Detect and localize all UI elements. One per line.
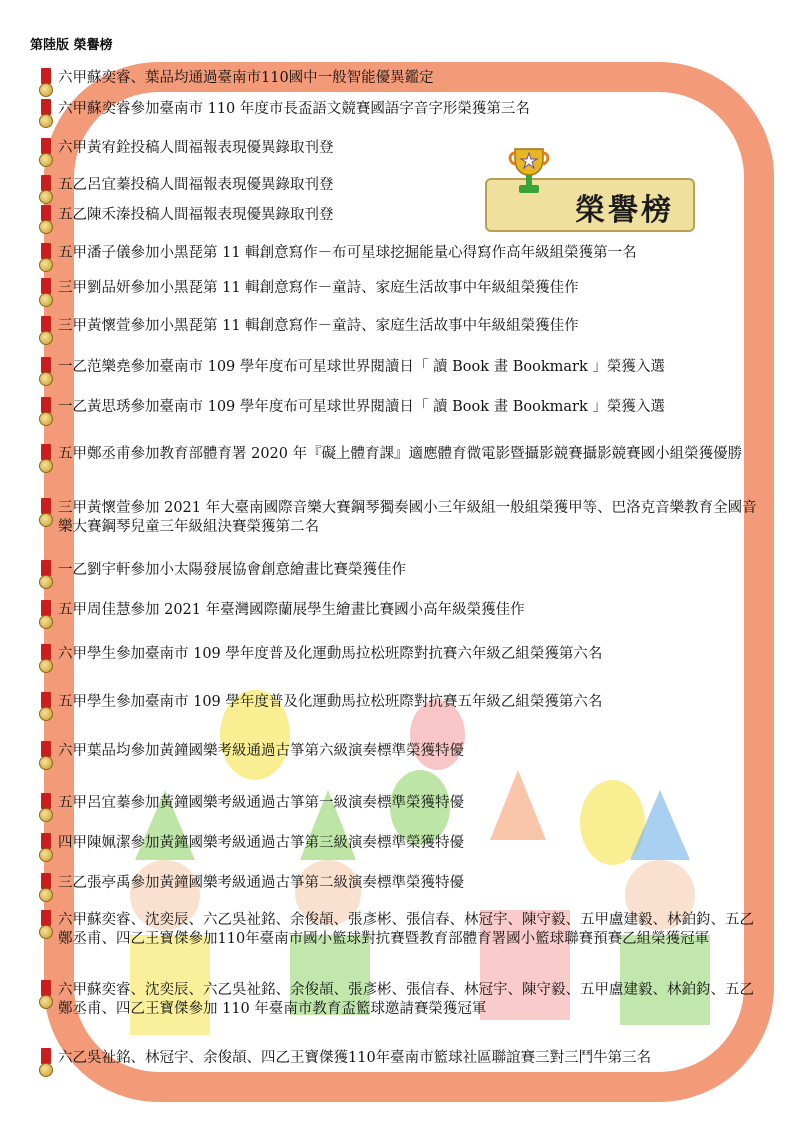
honor-entry bbox=[38, 692, 768, 722]
medal-icon bbox=[38, 980, 56, 1010]
honor-entry bbox=[38, 833, 768, 863]
medal-ribbon bbox=[41, 560, 51, 576]
honor-entry-text: 六甲葉品均參加黃鐘國樂考級通過古箏第六級演奏標準榮獲特優 bbox=[58, 743, 464, 759]
honor-entry-text: 六甲蘇奕睿、葉品均通過臺南市110國中一般智能優異鑑定 bbox=[58, 70, 434, 86]
medal-ribbon bbox=[41, 444, 51, 460]
honor-entry-text: 六甲黃宥銓投稿人間福報表現優異錄取刊登 bbox=[58, 140, 334, 156]
honor-entry-text: 五甲周佳慧參加 2021 年臺灣國際蘭展學生繪畫比賽國小高年級榮獲佳作 bbox=[58, 602, 525, 618]
honor-entry-text: 六甲蘇奕睿參加臺南市 110 年度市長盃語文競賽國語字音字形榮獲第三名 bbox=[58, 101, 530, 117]
medal-ribbon bbox=[41, 644, 51, 660]
medal-coin bbox=[39, 190, 53, 204]
honor-entry-text: 五甲學生參加臺南市 109 學年度普及化運動馬拉松班際對抗賽五年級乙組榮獲第六名 bbox=[58, 694, 603, 710]
medal-coin bbox=[39, 153, 53, 167]
medal-icon bbox=[38, 68, 56, 98]
honor-entry-text: 三甲劉品妍參加小黑琵第 11 輯創意寫作－童詩、家庭生活故事中年級組榮獲佳作 bbox=[58, 280, 579, 296]
medal-coin bbox=[39, 258, 53, 272]
medal-coin bbox=[39, 756, 53, 770]
medal-icon bbox=[38, 138, 56, 168]
medal-coin bbox=[39, 513, 53, 527]
honor-entry-text: 六甲學生參加臺南市 109 學年度普及化運動馬拉松班際對抗賽六年級乙組榮獲第六名 bbox=[58, 646, 603, 662]
honor-entry bbox=[38, 444, 768, 474]
honor-entry bbox=[38, 980, 768, 1019]
medal-coin bbox=[39, 925, 53, 939]
medal-icon bbox=[38, 444, 56, 474]
medal-ribbon bbox=[41, 600, 51, 616]
medal-ribbon bbox=[41, 910, 51, 926]
medal-ribbon bbox=[41, 833, 51, 849]
medal-ribbon bbox=[41, 205, 51, 221]
medal-coin bbox=[39, 888, 53, 902]
medal-icon bbox=[38, 793, 56, 823]
medal-icon bbox=[38, 243, 56, 273]
honor-entry bbox=[38, 99, 768, 129]
medal-coin bbox=[39, 83, 53, 97]
honor-entry bbox=[38, 644, 768, 674]
medal-icon bbox=[38, 397, 56, 427]
medal-ribbon bbox=[41, 980, 51, 996]
medal-icon bbox=[38, 692, 56, 722]
honor-entry bbox=[38, 600, 768, 630]
medal-icon bbox=[38, 498, 56, 528]
medal-icon bbox=[38, 1048, 56, 1078]
honor-entry-text: 六甲蘇奕睿、沈奕辰、六乙吳祉銘、余俊頡、張彥彬、張信春、林冠宇、陳守毅、五甲盧建毅、林鉑鈞、五乙鄭丞甫、四乙王寶傑參加 110 年臺南市教育盃籃球邀請賽榮獲冠軍 bbox=[58, 982, 754, 1017]
medal-coin bbox=[39, 412, 53, 426]
honor-roll-title: 榮譽榜 bbox=[575, 193, 674, 228]
medal-coin bbox=[39, 1063, 53, 1077]
medal-coin bbox=[39, 707, 53, 721]
medal-coin bbox=[39, 220, 53, 234]
honor-entry bbox=[38, 741, 768, 771]
honor-entry bbox=[38, 243, 768, 273]
medal-icon bbox=[38, 357, 56, 387]
honor-entry bbox=[38, 205, 768, 235]
medal-icon bbox=[38, 873, 56, 903]
medal-coin bbox=[39, 659, 53, 673]
medal-ribbon bbox=[41, 316, 51, 332]
honor-entry-text: 一乙劉宇軒參加小太陽發展協會創意繪畫比賽榮獲佳作 bbox=[58, 562, 406, 578]
honor-entry bbox=[38, 793, 768, 823]
honor-entry-text: 三甲黃懷萱參加 2021 年大臺南國際音樂大賽鋼琴獨奏國小三年級組一般組榮獲甲等、巴洛克音樂教育全國音樂大賽鋼琴兒童三年級組決賽榮獲第二名 bbox=[58, 500, 757, 535]
honor-entry-text: 五乙呂宜蓁投稿人間福報表現優異錄取刊登 bbox=[58, 177, 334, 193]
honor-entry-text: 五甲鄭丞甫參加教育部體育署 2020 年『礙上體育課』適應體育微電影暨攝影競賽攝影競賽國小組榮獲優勝 bbox=[58, 446, 743, 462]
medal-coin bbox=[39, 293, 53, 307]
honor-entry bbox=[38, 873, 768, 903]
honor-entry bbox=[38, 560, 768, 590]
medal-coin bbox=[39, 615, 53, 629]
medal-ribbon bbox=[41, 873, 51, 889]
medal-ribbon bbox=[41, 741, 51, 757]
medal-coin bbox=[39, 808, 53, 822]
honor-entry bbox=[38, 316, 768, 346]
honor-entry bbox=[38, 138, 768, 168]
medal-ribbon bbox=[41, 357, 51, 373]
medal-ribbon bbox=[41, 793, 51, 809]
medal-coin bbox=[39, 848, 53, 862]
medal-ribbon bbox=[41, 138, 51, 154]
medal-coin bbox=[39, 459, 53, 473]
honor-entry bbox=[38, 397, 768, 427]
medal-icon bbox=[38, 600, 56, 630]
medal-ribbon bbox=[41, 243, 51, 259]
medal-icon bbox=[38, 175, 56, 205]
medal-coin bbox=[39, 114, 53, 128]
medal-coin bbox=[39, 995, 53, 1009]
medal-icon bbox=[38, 560, 56, 590]
medal-icon bbox=[38, 644, 56, 674]
honor-entry-text: 一乙黃思琇參加臺南市 109 學年度布可星球世界閱讀日「 讀 Book 畫 Bookmark 」榮獲入選 bbox=[58, 399, 665, 415]
medal-ribbon bbox=[41, 692, 51, 708]
honor-entry bbox=[38, 175, 768, 205]
honor-entry-text: 四甲陳姵潔參加黃鐘國樂考級通過古箏第三級演奏標準榮獲特優 bbox=[58, 835, 464, 851]
medal-icon bbox=[38, 741, 56, 771]
honor-entry-text: 五甲呂宜蓁參加黃鐘國樂考級通過古箏第一級演奏標準榮獲特優 bbox=[58, 795, 464, 811]
medal-coin bbox=[39, 372, 53, 386]
medal-icon bbox=[38, 205, 56, 235]
honor-entry-text: 六甲蘇奕睿、沈奕辰、六乙吳祉銘、余俊頡、張彥彬、張信春、林冠宇、陳守毅、五甲盧建毅、林鉑鈞、五乙鄭丞甫、四乙王寶傑參加110年臺南市國小籃球對抗賽暨教育部體育署國小籃球聯賽預賽乙組榮獲冠軍 bbox=[58, 912, 754, 947]
medal-icon bbox=[38, 316, 56, 346]
medal-icon bbox=[38, 833, 56, 863]
honor-entry bbox=[38, 910, 768, 949]
honor-entry bbox=[38, 68, 768, 98]
honor-entry bbox=[38, 357, 768, 387]
honor-entry-text: 六乙吳祉銘、林冠宇、余俊頡、四乙王寶傑獲110年臺南市籃球社區聯誼賽三對三鬥牛第三名 bbox=[58, 1050, 652, 1066]
medal-icon bbox=[38, 910, 56, 940]
honor-entry-text: 三甲黃懷萱參加小黑琵第 11 輯創意寫作－童詩、家庭生活故事中年級組榮獲佳作 bbox=[58, 318, 579, 334]
honor-entry-text: 三乙張亭禹參加黃鐘國樂考級通過古箏第二級演奏標準榮獲特優 bbox=[58, 875, 464, 891]
medal-coin bbox=[39, 331, 53, 345]
honor-entry-text: 一乙范樂堯參加臺南市 109 學年度布可星球世界閱讀日「 讀 Book 畫 Bookmark 」榮獲入選 bbox=[58, 359, 665, 375]
medal-ribbon bbox=[41, 397, 51, 413]
medal-ribbon bbox=[41, 1048, 51, 1064]
medal-ribbon bbox=[41, 498, 51, 514]
honor-entry bbox=[38, 278, 768, 308]
medal-ribbon bbox=[41, 278, 51, 294]
medal-ribbon bbox=[41, 175, 51, 191]
medal-coin bbox=[39, 575, 53, 589]
honor-entry-text: 五乙陳禾溱投稿人間福報表現優異錄取刊登 bbox=[58, 207, 334, 223]
honor-entry bbox=[38, 1048, 768, 1078]
medal-ribbon bbox=[41, 99, 51, 115]
honor-entry-text: 五甲潘子儀參加小黑琵第 11 輯創意寫作－布可星球挖掘能量心得寫作高年級組榮獲第一名 bbox=[58, 245, 637, 261]
medal-ribbon bbox=[41, 68, 51, 84]
page-header-label: 第陸版 榮譽榜 bbox=[30, 38, 113, 53]
honor-entry bbox=[38, 498, 768, 537]
medal-icon bbox=[38, 278, 56, 308]
medal-icon bbox=[38, 99, 56, 129]
